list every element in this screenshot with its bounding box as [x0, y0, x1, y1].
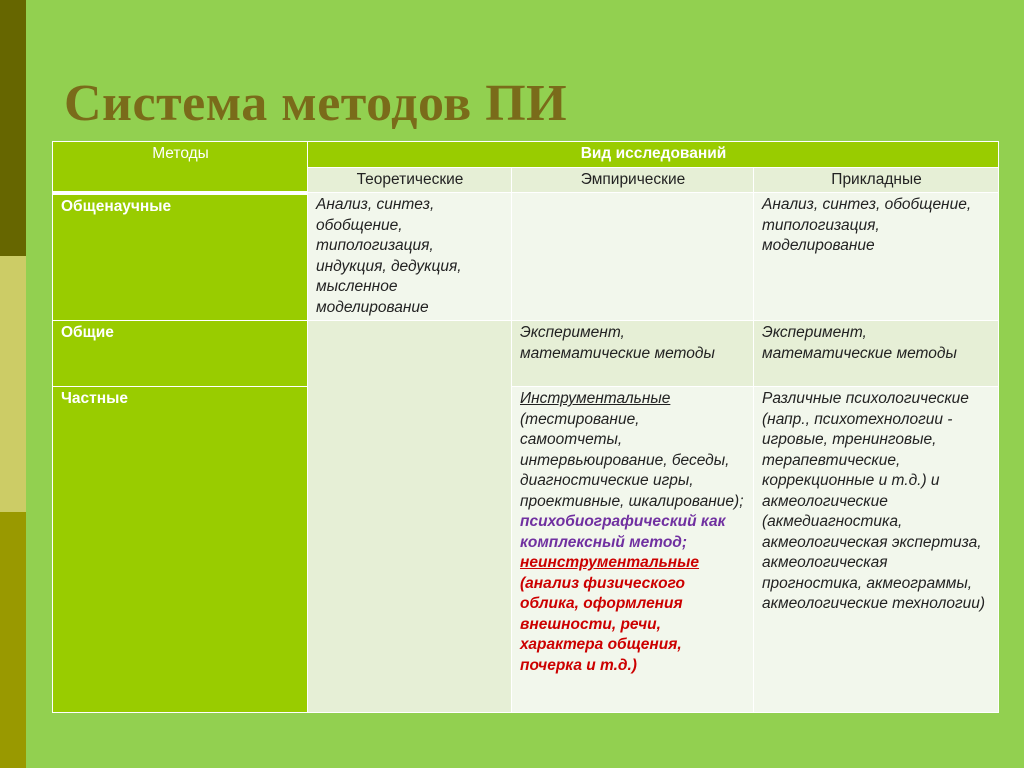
methods-table [52, 141, 999, 713]
instrumental-label: Инструментальные [520, 390, 671, 407]
cell-general-scientific-empirical [512, 193, 754, 321]
table-row [53, 387, 999, 713]
header-research-kind: Вид исследований [308, 142, 999, 168]
subheader-empirical: Эмпирические [512, 167, 754, 193]
cell-general-scientific-theoretical: Анализ, синтез, обобщение, типологизация, индукция, дедукция, мысленное моделирование [308, 193, 512, 321]
slide-title: Система методов ПИ [64, 75, 568, 132]
header-methods: Методы [53, 142, 308, 193]
side-bar-bottom [0, 512, 26, 768]
cell-specific-applied: Различные психологические (напр., психотехнологии - игровые, тренинговые, терапевтические, коррекционные и т.д.) и акмеологические (акмедиагностика, акмеологическая экспертиза, акмеологическая прогностика, акмеограммы, акмеологические технологии) [754, 387, 999, 713]
cell-general-theoretical [308, 321, 512, 713]
side-bar-middle [0, 256, 26, 512]
row-label-general-scientific: Общенаучные [53, 193, 308, 321]
row-label-general: Общие [53, 321, 308, 387]
noninstrumental-label: неинструментальные [520, 554, 700, 571]
noninstrumental-details: (анализ физического облика, оформления внешности, речи, характера общения, почерка и т.д.) [520, 574, 685, 674]
table-row [53, 193, 999, 321]
table-row [53, 321, 999, 387]
cell-general-applied: Эксперимент, математические методы [754, 321, 999, 387]
subheader-applied: Прикладные [754, 167, 999, 193]
row-label-specific: Частные [53, 387, 308, 713]
cell-specific-empirical [512, 387, 754, 713]
instrumental-details: (тестирование, самоотчеты, интервьюирование, беседы, диагностические игры, проективные, шкалирование); [520, 410, 744, 510]
cell-general-scientific-applied: Анализ, синтез, обобщение, типологизация, моделирование [754, 193, 999, 321]
psychobiographic-method: психобиографический как комплексный метод; [520, 513, 726, 551]
cell-general-empirical: Эксперимент, математические методы [512, 321, 754, 387]
side-bar-top [0, 0, 26, 256]
subheader-theoretical: Теоретические [308, 167, 512, 193]
table-header-row [53, 142, 999, 168]
